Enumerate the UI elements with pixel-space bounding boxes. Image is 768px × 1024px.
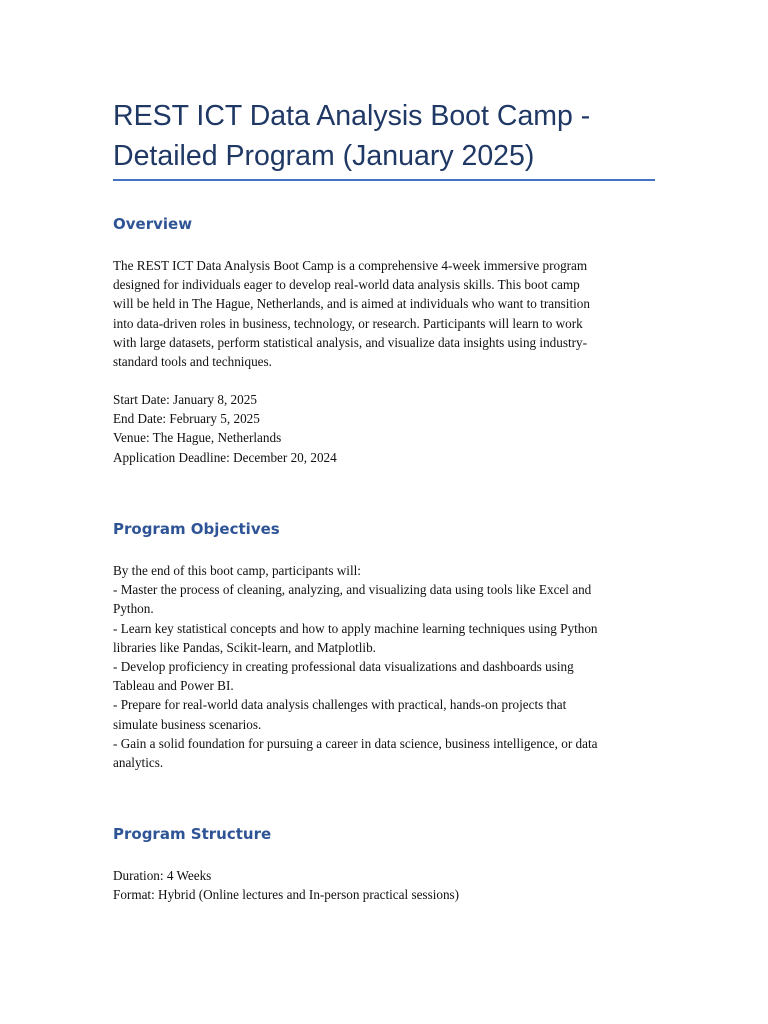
section-heading-overview: Overview (113, 215, 193, 233)
objective-line: - Develop proficiency in creating professional data visualizations and dashboards using (113, 659, 574, 675)
format: Format: Hybrid (Online lectures and In-person practical sessions) (113, 887, 460, 903)
objective-line: libraries like Pandas, Scikit-learn, and Matplotlib. (113, 639, 376, 655)
objective-line: simulate business scenarios. (113, 716, 262, 732)
objectives-intro: By the end of this boot camp, participants will: (113, 563, 361, 578)
title-underline (113, 179, 655, 181)
objective-line: Python. (113, 601, 154, 617)
venue: Venue: The Hague, Netherlands (113, 430, 282, 446)
end-date: End Date: February 5, 2025 (113, 411, 260, 427)
overview-line: into data-driven roles in business, technology, or research. Participants will learn to work (113, 315, 583, 331)
section-heading-structure: Program Structure (113, 825, 272, 843)
structure-details (113, 866, 657, 904)
objective-line: analytics. (113, 755, 164, 771)
objective-line: - Prepare for real-world data analysis challenges with practical, hands-on projects that (113, 697, 567, 713)
section-heading-objectives: Program Objectives (113, 520, 280, 538)
overview-line: with large datasets, perform statistical analysis, and visualize data insights using industry- (113, 334, 588, 350)
overview-paragraph (113, 256, 657, 371)
application-deadline: Application Deadline: December 20, 2024 (113, 449, 337, 465)
overview-line: standard tools and techniques. (113, 354, 272, 370)
document-title: REST ICT Data Analysis Boot Camp - Detailed Program (January 2025) (113, 100, 591, 172)
objective-line: - Learn key statistical concepts and how to apply machine learning techniques using Python (113, 620, 598, 636)
duration: Duration: 4 Weeks (113, 868, 212, 883)
objectives-list (113, 561, 657, 772)
objective-line: - Master the process of cleaning, analyzing, and visualizing data using tools like Excel and (113, 582, 592, 598)
overview-line: designed for individuals eager to develop real-world data analysis skills. This boot camp (113, 277, 580, 293)
start-date: Start Date: January 8, 2025 (113, 392, 257, 407)
program-details (113, 390, 657, 467)
overview-line: The REST ICT Data Analysis Boot Camp is a comprehensive 4-week immersive program (113, 258, 588, 273)
objective-line: Tableau and Power BI. (113, 678, 234, 694)
overview-line: will be held in The Hague, Netherlands, and is aimed at individuals who want to transition (113, 296, 590, 312)
objective-line: - Gain a solid foundation for pursuing a career in data science, business intelligence, or data (113, 735, 598, 751)
